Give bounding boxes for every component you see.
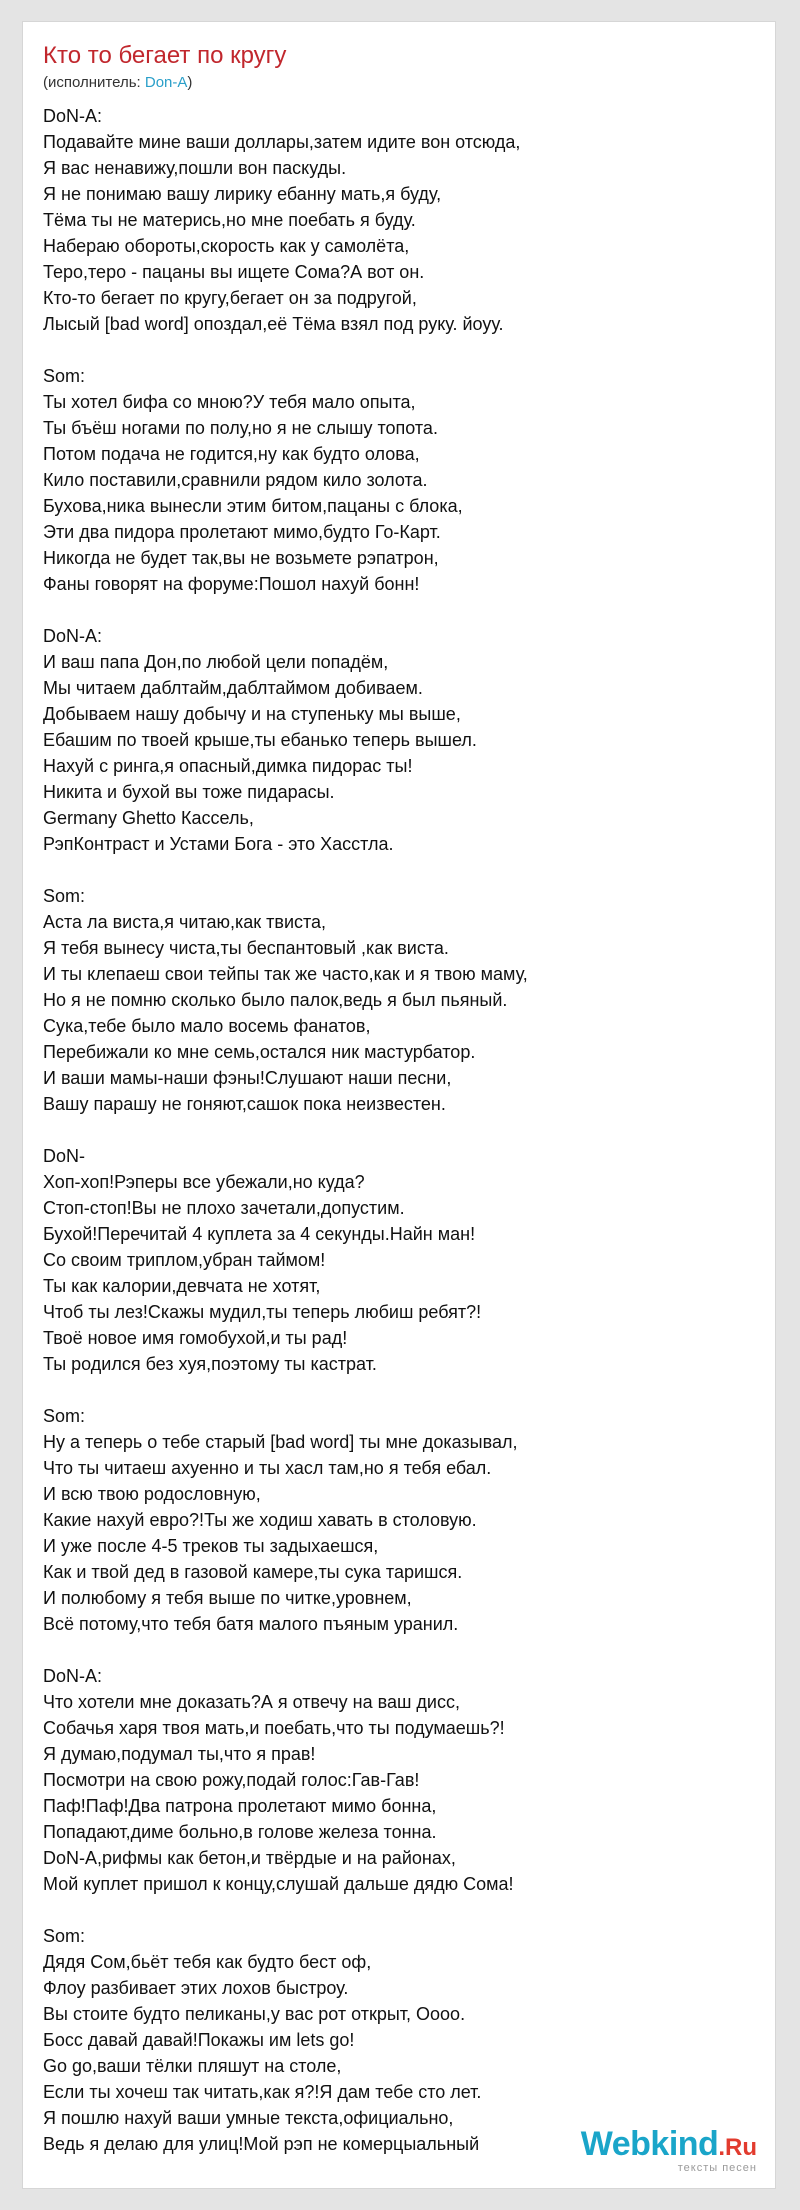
lyric-line: Добываем нашу добычу и на ступеньку мы выше,: [43, 704, 461, 724]
artist-suffix: ): [187, 74, 193, 91]
lyric-line: Как и твой дед в газовой камере,ты сука таришся.: [43, 1562, 463, 1582]
verse-performer-label: DoN-: [43, 1146, 86, 1166]
lyric-line: Никогда не будет так,вы не возьмете рэпатрон,: [43, 548, 439, 568]
lyric-line: Ты бъёш ногами по полу,но я не слышу топота.: [43, 418, 438, 438]
lyric-line: РэпКонтраст и Устами Бога - это Хасстла.: [43, 834, 394, 854]
lyric-line: Я думаю,подумал ты,что я прав!: [43, 1744, 316, 1764]
lyric-line: Кило поставили,сравнили рядом кило золота.: [43, 470, 428, 490]
lyric-line: Germany Ghetto Кассель,: [43, 808, 254, 828]
lyric-line: Какие нахуй евро?!Ты же ходиш хавать в столовую.: [43, 1510, 477, 1530]
lyric-line: Я вас ненавижу,пошли вон паскуды.: [43, 158, 347, 178]
verse-performer-label: Som:: [43, 1406, 86, 1426]
lyric-line: Хоп-хоп!Рэперы все убежали,но куда?: [43, 1172, 365, 1192]
lyric-line: Потом подача не годится,ну как будто олова,: [43, 444, 420, 464]
lyric-line: Твоё новое имя гомобухой,и ты рад!: [43, 1328, 348, 1348]
song-title: Кто то бегает по кругу: [43, 42, 287, 69]
lyric-line: Бухой!Перечитай 4 куплета за 4 секунды.Найн ман!: [43, 1224, 476, 1244]
lyric-line: Флоу разбивает этих лохов быстроу.: [43, 1978, 349, 1998]
lyric-line: Мой куплет пришол к концу,слушай дальше дядю Сома!: [43, 1874, 514, 1894]
lyric-line: Если ты хочеш так читать,как я?!Я дам тебе сто лет.: [43, 2082, 482, 2102]
artist-link[interactable]: Don-A: [144, 74, 188, 91]
lyric-line: И полюбому я тебя выше по читке,уровнем,: [43, 1588, 412, 1608]
lyrics-stanza: [43, 883, 763, 1117]
lyric-line: Подавайте мине ваши доллары,затем идите вон отсюда,: [43, 132, 521, 152]
lyric-line: Ну а теперь о тебе старый [bad word] ты мне доказывал,: [43, 1432, 518, 1452]
lyric-line: И уже после 4-5 треков ты задыхаешся,: [43, 1536, 379, 1556]
logo-word: Webkind: [580, 2125, 719, 2163]
lyric-line: И ваш папа Дон,по любой цели попадём,: [43, 652, 389, 672]
lyric-line: И ты клепаеш свои тейпы так же часто,как и я твою маму,: [43, 964, 528, 984]
lyric-line: И всю твою родословную,: [43, 1484, 261, 1504]
verse-performer-label: DoN-A:: [43, 1666, 103, 1686]
lyric-line: Вашу парашу не гоняют,сашок пока неизвестен.: [43, 1094, 446, 1114]
lyric-line: Лысый [bad word] опоздал,её Тёма взял под руку. йоуу.: [43, 314, 504, 334]
lyric-line: Собачья харя твоя мать,и поебать,что ты подумаешь?!: [43, 1718, 505, 1738]
lyric-line: Что хотели мне доказать?А я отвечу на ваш дисс,: [43, 1692, 460, 1712]
lyric-line: Ведь я делаю для улиц!Мой рэп не комерцыальный: [43, 2134, 480, 2154]
lyric-line: Аста ла виста,я читаю,как твиста,: [43, 912, 327, 932]
lyric-line: Босс давай давай!Покажы им lets go!: [43, 2030, 355, 2050]
lyric-line: Мы читаем даблтайм,даблтаймом добиваем.: [43, 678, 423, 698]
lyric-line: Кто-то бегает по кругу,бегает он за подругой,: [43, 288, 417, 308]
lyrics-stanza: [43, 1663, 763, 1897]
lyric-line: Ты хотел бифа со мною?У тебя мало опыта,: [43, 392, 416, 412]
lyric-line: Я не понимаю вашу лирику ебанну мать,я буду,: [43, 184, 442, 204]
lyrics-stanza: [43, 363, 763, 597]
lyric-line: Никита и бухой вы тоже пидарасы.: [43, 782, 335, 802]
lyric-line: Но я не помню сколько было палок,ведь я был пьяный.: [43, 990, 508, 1010]
lyric-line: Чтоб ты лез!Скажы мудил,ты теперь любиш ребят?!: [43, 1302, 482, 1322]
lyric-line: Я тебя вынесу чиста,ты беспантовый ,как виста.: [43, 938, 449, 958]
lyrics-stanza: [43, 1403, 763, 1637]
lyric-line: Тёма ты не матерись,но мне поебать я буду.: [43, 210, 416, 230]
lyric-line: Ебашим по твоей крыше,ты ебанько теперь вышел.: [43, 730, 477, 750]
verse-performer-label: DoN-A:: [43, 626, 103, 646]
lyric-line: Дядя Сом,бьёт тебя как будто бест оф,: [43, 1952, 372, 1972]
lyric-line: Всё потому,что тебя батя малого пъяным уранил.: [43, 1614, 459, 1634]
lyrics-card: [22, 21, 776, 2189]
lyric-line: Со своим триплом,убран таймом!: [43, 1250, 326, 1270]
lyric-line: Перебижали ко мне семь,остался ник мастурбатор.: [43, 1042, 476, 1062]
lyric-line: Теро,теро - пацаны вы ищете Сома?А вот он.: [43, 262, 425, 282]
logo-tld: .Ru: [718, 2134, 757, 2161]
verse-performer-label: Som:: [43, 886, 86, 906]
lyric-line: Набераю обороты,скорость как у самолёта,: [43, 236, 410, 256]
verse-performer-label: Som:: [43, 1926, 86, 1946]
lyric-line: И ваши мамы-наши фэны!Слушают наши песни,: [43, 1068, 452, 1088]
lyric-line: Попадают,диме больно,в голове железа тонна.: [43, 1822, 437, 1842]
verse-performer-label: Som:: [43, 366, 86, 386]
artist-line: [43, 75, 192, 90]
lyric-line: DoN-A,рифмы как бетон,и твёрдые и на районах,: [43, 1848, 456, 1868]
logo-tagline: тексты песен: [677, 2162, 757, 2174]
lyric-line: Go go,ваши тёлки пляшут на столе,: [43, 2056, 342, 2076]
lyric-line: Вы стоите будто пеликаны,у вас рот открыт, Оооо.: [43, 2004, 466, 2024]
lyric-line: Ты родился без хуя,поэтому ты кастрат.: [43, 1354, 377, 1374]
lyrics-stanza: [43, 1923, 763, 2157]
verse-performer-label: DoN-A:: [43, 106, 103, 126]
lyric-line: Эти два пидора пролетают мимо,будто Го-Карт.: [43, 522, 441, 542]
lyric-line: Сука,тебе было мало восемь фанатов,: [43, 1016, 371, 1036]
lyrics-stanza: [43, 1143, 763, 1377]
lyric-line: Посмотри на свою рожу,подай голос:Гав-Гав!: [43, 1770, 420, 1790]
lyrics-body: [43, 103, 763, 2183]
lyrics-stanza: [43, 623, 763, 857]
site-logo[interactable]: [581, 2127, 757, 2174]
lyric-line: Бухова,ника вынесли этим битом,пацаны с блока,: [43, 496, 463, 516]
lyrics-stanza: [43, 103, 763, 337]
lyric-line: Я пошлю нахуй ваши умные текста,официально,: [43, 2108, 454, 2128]
lyric-line: Стоп-стоп!Вы не плохо зачетали,допустим.: [43, 1198, 405, 1218]
lyric-line: Что ты читаеш ахуенно и ты хасл там,но я тебя ебал.: [43, 1458, 492, 1478]
artist-prefix: (исполнитель:: [43, 74, 145, 91]
lyric-line: Паф!Паф!Два патрона пролетают мимо бонна,: [43, 1796, 437, 1816]
lyric-line: Фаны говорят на форуме:Пошол нахуй бонн!: [43, 574, 420, 594]
lyric-line: Нахуй с ринга,я опасный,димка пидорас ты!: [43, 756, 413, 776]
lyric-line: Ты как калории,девчата не хотят,: [43, 1276, 321, 1296]
